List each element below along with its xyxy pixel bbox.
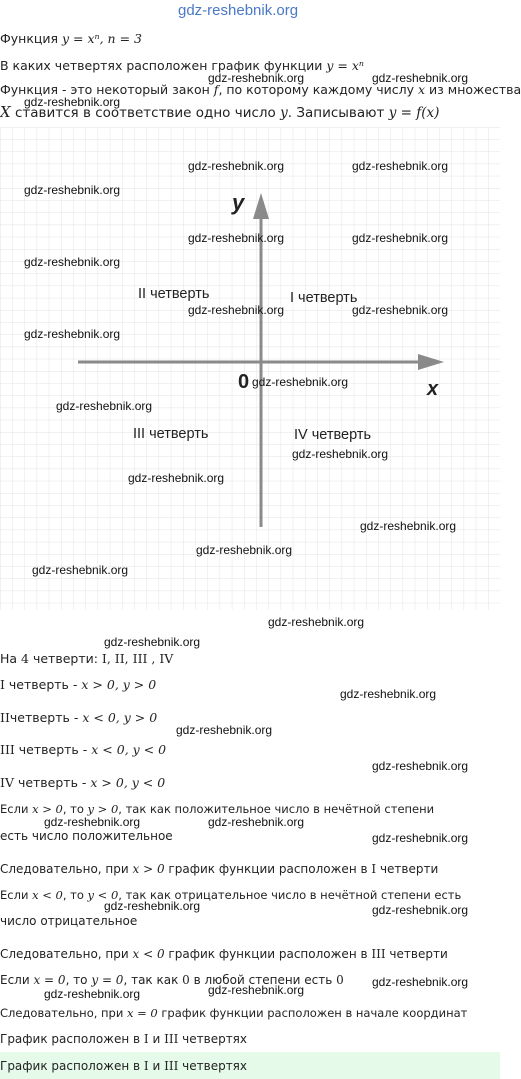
roman-numeral: I	[143, 1059, 149, 1073]
roman-numeral: II	[0, 710, 10, 725]
text: и	[148, 1032, 165, 1046]
formula: x < 0	[132, 947, 165, 961]
roman-numeral: III	[0, 742, 15, 757]
watermark[interactable]: gdz-reshebnik.org	[24, 95, 121, 109]
formula: y = 0	[91, 973, 124, 987]
answer-text	[0, 1058, 247, 1074]
text: Следовательно, при	[0, 1006, 127, 1020]
question-text	[0, 58, 364, 74]
watermark[interactable]: gdz-reshebnik.org	[24, 327, 121, 341]
watermark[interactable]: gdz-reshebnik.org	[372, 903, 469, 917]
text: , так как	[123, 973, 183, 987]
watermark[interactable]: gdz-reshebnik.org	[208, 71, 305, 85]
watermark[interactable]: gdz-reshebnik.org	[292, 447, 389, 461]
definition-f: f	[213, 82, 219, 97]
watermark[interactable]: gdz-reshebnik.org	[24, 183, 121, 197]
formula: y < 0	[87, 888, 119, 902]
number: 4	[21, 651, 29, 666]
axis-label-x: x	[427, 378, 439, 400]
text: график функции расположен в начале координат	[157, 1006, 468, 1020]
origin-label: 0	[238, 371, 250, 393]
formula: x = 0	[126, 1006, 158, 1020]
zero-conclusion	[0, 1005, 467, 1021]
watermark[interactable]: gdz-reshebnik.org	[352, 159, 449, 173]
watermark[interactable]: gdz-reshebnik.org	[56, 399, 153, 413]
watermark[interactable]: gdz-reshebnik.org	[188, 231, 285, 245]
text: в любой степени есть	[189, 973, 337, 987]
question-formula: y = xⁿ	[326, 58, 364, 73]
watermark[interactable]: gdz-reshebnik.org	[208, 983, 305, 997]
title-prefix: Функция	[0, 31, 63, 46]
text: Следовательно, при	[0, 862, 133, 876]
definition-text: ставится в соответствие одно число	[10, 105, 281, 121]
text: и	[148, 1059, 165, 1073]
coordinate-plane-diagram	[0, 127, 500, 610]
text: График расположен в	[0, 1032, 144, 1046]
text: четверти	[376, 862, 439, 876]
text: График расположен в	[0, 1059, 144, 1073]
text: четверть -	[9, 710, 83, 725]
quadrant-1-label: I четверть	[290, 290, 358, 306]
watermark[interactable]: gdz-reshebnik.org	[24, 255, 121, 269]
watermark[interactable]: gdz-reshebnik.org	[352, 303, 449, 317]
text: Если	[0, 802, 33, 816]
definition-text: Функция - это некоторый закон	[0, 82, 214, 97]
watermark[interactable]: gdz-reshebnik.org	[196, 543, 293, 557]
definition-y: y	[280, 105, 288, 121]
watermark[interactable]: gdz-reshebnik.org	[176, 723, 273, 737]
watermark[interactable]: gdz-reshebnik.org	[360, 519, 457, 533]
text: четвертях	[178, 1059, 248, 1073]
watermark[interactable]: gdz-reshebnik.org	[372, 975, 469, 989]
quadrant-3-condition	[0, 742, 166, 758]
text: Следовательно, при	[0, 947, 133, 961]
text: , так как положительное число в нечётной степени	[118, 802, 435, 816]
watermark[interactable]: gdz-reshebnik.org	[340, 687, 437, 701]
watermark[interactable]: gdz-reshebnik.org	[208, 815, 305, 829]
text: , то	[62, 802, 88, 816]
quadrant-2-condition	[0, 710, 157, 726]
definition-formula: y = f(x)	[388, 105, 440, 121]
roman-numeral: III	[164, 1059, 179, 1073]
roman-numeral: I	[143, 1032, 149, 1046]
watermark[interactable]: gdz-reshebnik.org	[44, 987, 141, 1001]
roman-numeral: I	[371, 862, 377, 876]
negative-conclusion	[0, 946, 448, 962]
text: четверть -	[13, 775, 91, 790]
title-formula: y = xⁿ, n = 3	[62, 31, 142, 46]
text: , так как отрицательное число в нечётной степени есть	[118, 888, 462, 902]
text: , то	[65, 973, 92, 987]
watermark[interactable]: gdz-reshebnik.org	[104, 899, 201, 913]
number: 0	[182, 973, 190, 987]
roman-numeral: I	[0, 677, 5, 692]
watermark[interactable]: gdz-reshebnik.org	[104, 635, 201, 649]
watermark[interactable]: gdz-reshebnik.org	[252, 375, 349, 389]
number: 0	[336, 973, 344, 987]
condition-formula: x < 0, y < 0	[91, 742, 167, 757]
watermark[interactable]: gdz-reshebnik.org	[372, 831, 469, 845]
text: четверть -	[14, 742, 92, 757]
watermark[interactable]: gdz-reshebnik.org	[372, 71, 469, 85]
quadrant-2-label: II четверть	[138, 286, 210, 302]
roman-numeral: III	[371, 947, 386, 961]
quadrants-intro	[0, 651, 173, 667]
text: На	[0, 651, 22, 666]
quadrant-1-condition	[0, 677, 156, 693]
negative-case-line-2: число отрицательное	[0, 914, 138, 928]
text: Если	[0, 973, 34, 987]
definition-x: x	[418, 82, 426, 97]
watermark[interactable]: gdz-reshebnik.org	[128, 471, 225, 485]
roman-numeral: III	[164, 1032, 179, 1046]
axis-label-y: y	[232, 190, 245, 215]
function-title	[0, 31, 142, 47]
grid-background	[0, 127, 500, 610]
final-statement	[0, 1031, 247, 1047]
quadrant-4-condition	[0, 775, 165, 791]
text: четверть -	[4, 677, 82, 692]
quadrant-list: I, II, III , IV	[101, 651, 174, 666]
definition-set-x: X	[0, 103, 11, 121]
watermark[interactable]: gdz-reshebnik.org	[32, 563, 129, 577]
roman-numeral: IV	[0, 775, 14, 790]
definition-text: из множества	[425, 82, 521, 97]
text: четверти:	[29, 651, 102, 666]
question-prefix: В каких четвертях расположен график функции	[0, 58, 327, 73]
watermark[interactable]: gdz-reshebnik.org	[188, 159, 285, 173]
watermark[interactable]: gdz-reshebnik.org	[268, 615, 365, 629]
quadrant-3-label: III четверть	[133, 426, 209, 442]
condition-formula: x > 0, y > 0	[81, 677, 157, 692]
text: график функции расположен в	[164, 862, 372, 876]
watermark[interactable]: gdz-reshebnik.org	[188, 303, 285, 317]
watermark-top[interactable]: gdz-reshebnik.org	[178, 2, 299, 19]
watermark[interactable]: gdz-reshebnik.org	[44, 815, 141, 829]
condition-formula: x > 0, y < 0	[90, 775, 166, 790]
watermark[interactable]: gdz-reshebnik.org	[372, 759, 469, 773]
formula: y > 0	[87, 802, 119, 816]
definition-text: , по которому каждому числу	[218, 82, 418, 97]
positive-conclusion	[0, 861, 438, 877]
text: четверти	[385, 947, 448, 961]
watermark[interactable]: gdz-reshebnik.org	[352, 231, 449, 245]
quadrant-4-label: IV четверть	[294, 427, 372, 443]
text: Если	[0, 888, 33, 902]
formula: x > 0	[32, 802, 63, 816]
definition-text: . Записывают	[287, 105, 389, 121]
formula: x < 0	[32, 888, 63, 902]
formula: x > 0	[132, 862, 165, 876]
text: график функции расположен в	[164, 947, 372, 961]
negative-case-line-1	[0, 887, 461, 903]
positive-case-line-2: есть число положительное	[0, 829, 173, 843]
text: четвертях	[178, 1032, 248, 1046]
condition-formula: x < 0, y > 0	[82, 710, 158, 725]
formula: x = 0	[33, 973, 66, 987]
text: , то	[62, 888, 88, 902]
